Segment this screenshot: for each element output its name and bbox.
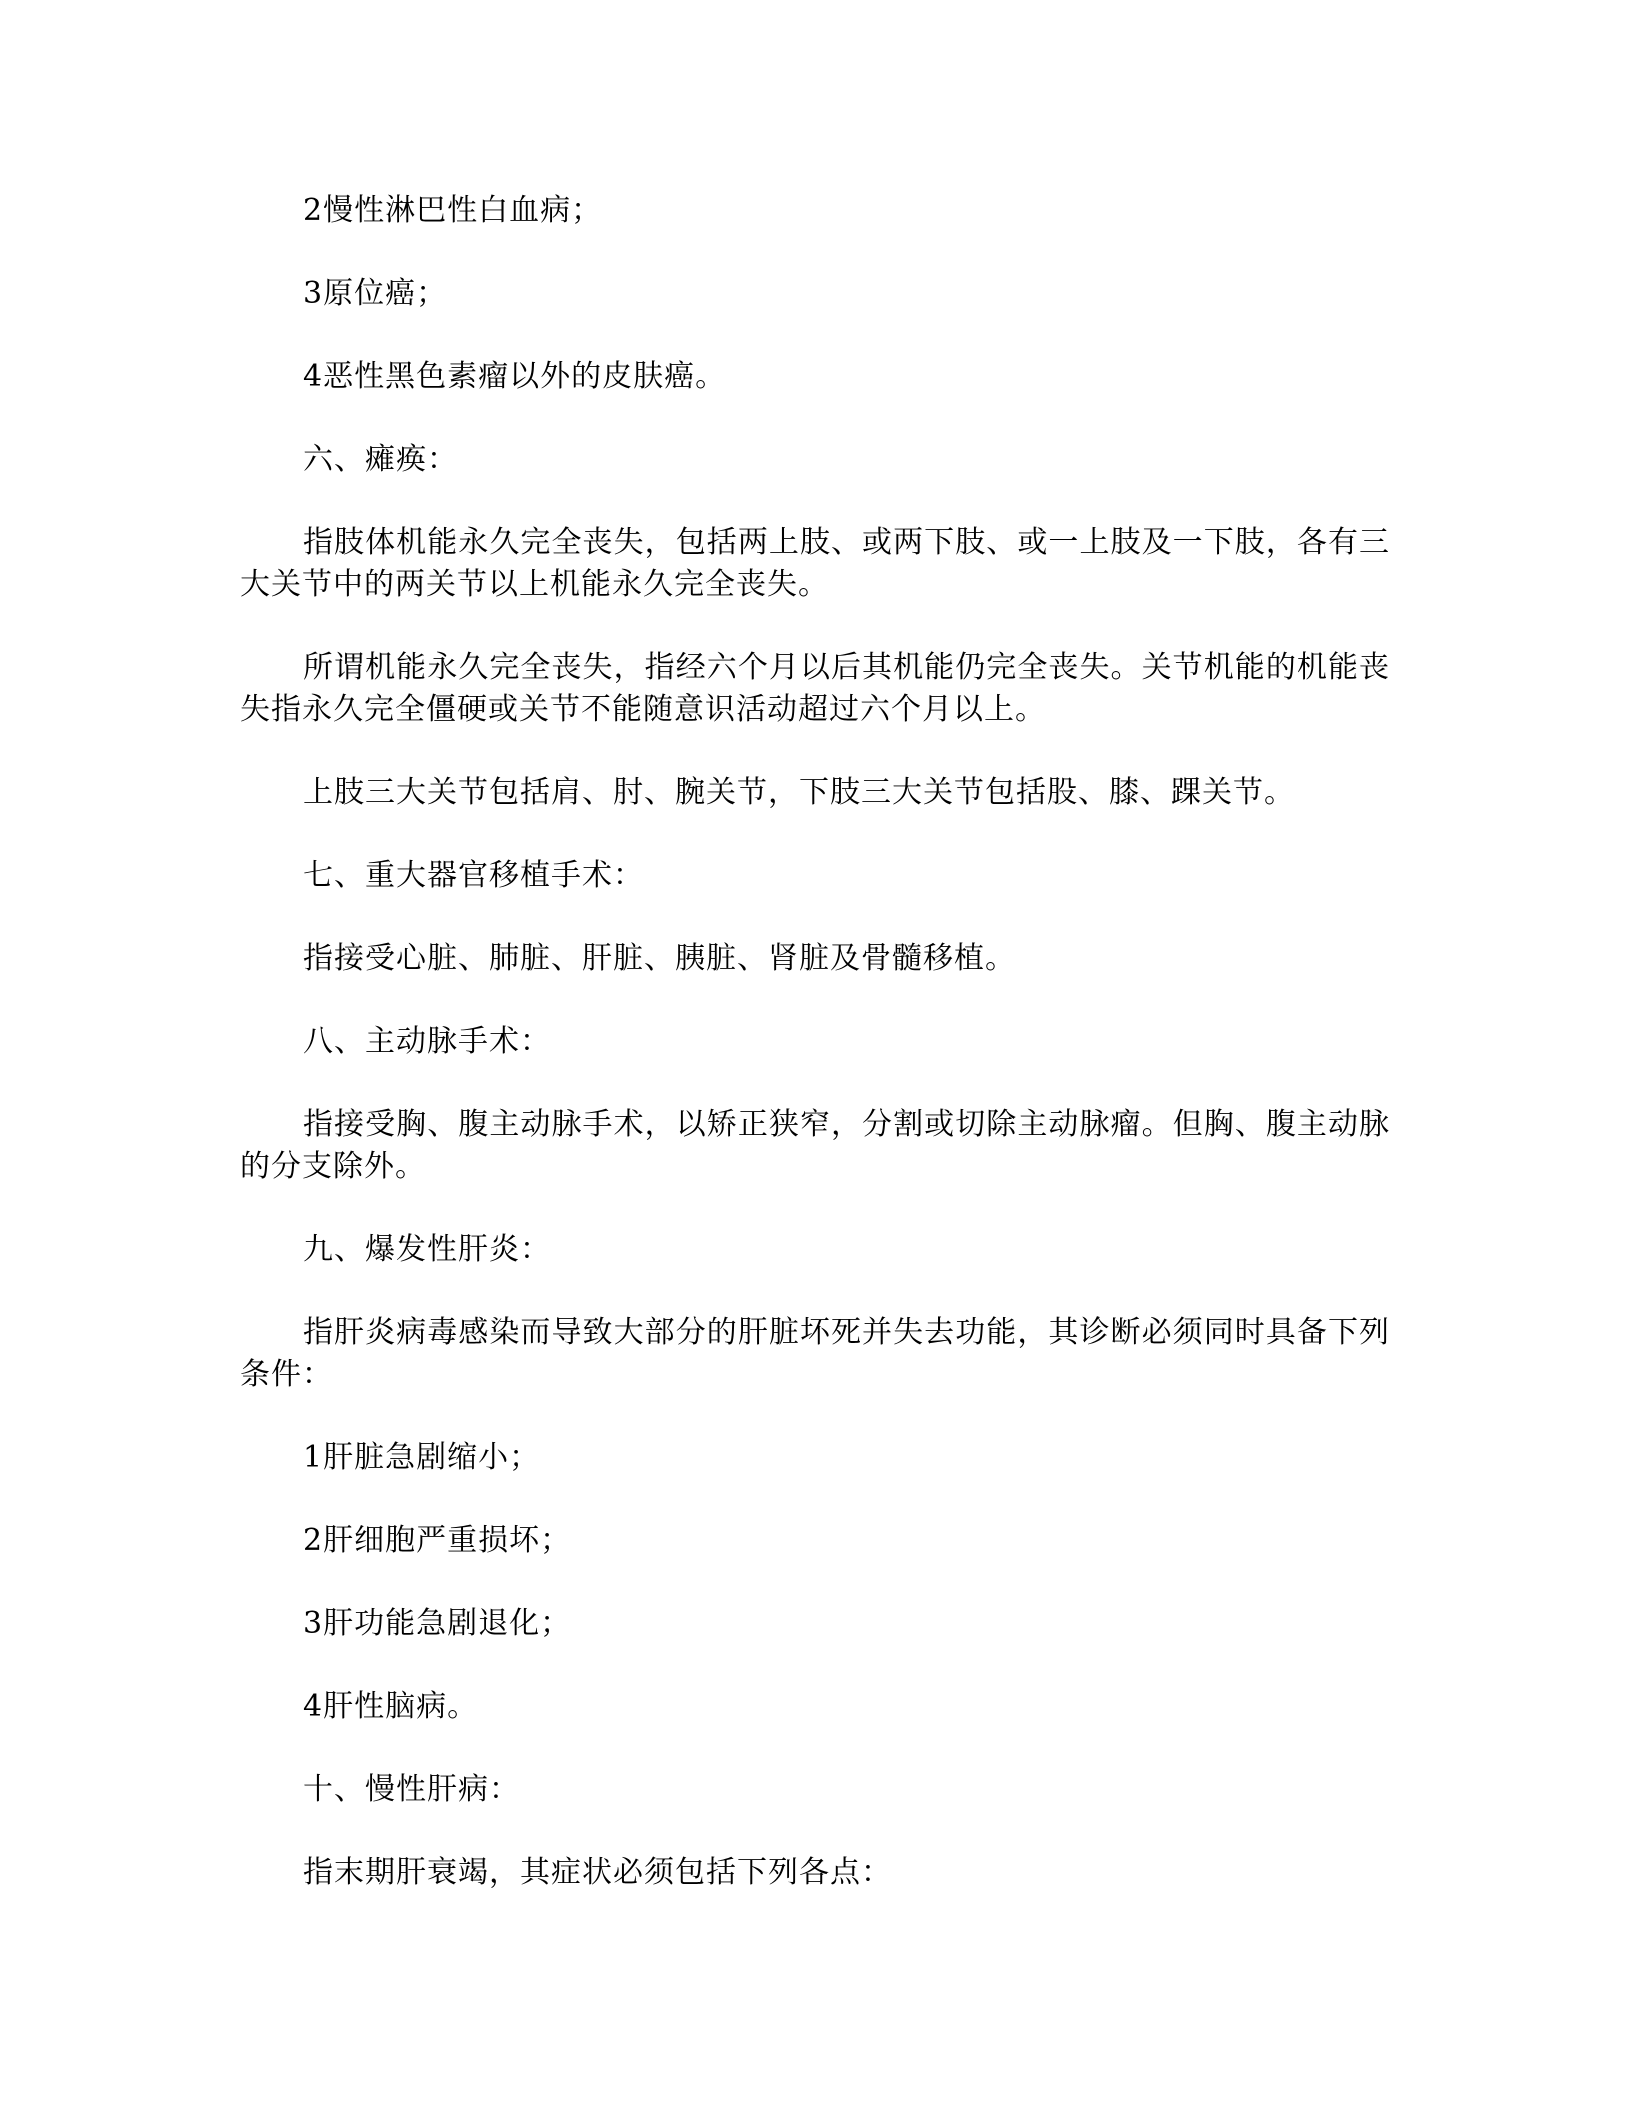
list-item-liver-cell-damage: 2肝细胞严重损坏； <box>303 1523 572 1558</box>
section-heading-paralysis: 六、瘫痪： <box>303 442 458 477</box>
list-item-chronic-lymphocytic-leukemia: 2慢性淋巴性白血病； <box>303 193 603 228</box>
paragraph-paralysis-definition: 指肢体机能永久完全丧失，包括两上肢、或两下肢、或一上肢及一下肢，各有三大关节中的两关节以上机能永久完全丧失。 <box>240 525 1390 602</box>
section-heading-chronic-liver-disease: 十、慢性肝病： <box>303 1772 520 1807</box>
list-item-carcinoma-in-situ: 3原位癌； <box>303 276 448 311</box>
section-heading-aortic-surgery: 八、主动脉手术： <box>303 1024 551 1059</box>
list-item-liver-function-decline: 3肝功能急剧退化； <box>303 1606 572 1641</box>
section-heading-fulminant-hepatitis: 九、爆发性肝炎： <box>303 1232 551 1267</box>
section-heading-organ-transplant: 七、重大器官移植手术： <box>303 858 644 893</box>
paragraph-fulminant-hepatitis-definition: 指肝炎病毒感染而导致大部分的肝脏坏死并失去功能，其诊断必须同时具备下列条件： <box>240 1315 1390 1392</box>
paragraph-major-joints: 上肢三大关节包括肩、肘、腕关节，下肢三大关节包括股、膝、踝关节。 <box>303 775 1295 810</box>
paragraph-organ-transplant-definition: 指接受心脏、肺脏、肝脏、胰脏、肾脏及骨髓移植。 <box>303 941 1016 976</box>
paragraph-chronic-liver-disease-definition: 指末期肝衰竭，其症状必须包括下列各点： <box>303 1855 892 1890</box>
paragraph-permanent-loss-definition: 所谓机能永久完全丧失，指经六个月以后其机能仍完全丧失。关节机能的机能丧失指永久完全僵硬或关节不能随意识活动超过六个月以上。 <box>240 650 1390 727</box>
document-page <box>240 190 1390 1935</box>
list-item-liver-shrinkage: 1肝脏急剧缩小； <box>303 1440 541 1475</box>
list-item-skin-cancer: 4恶性黑色素瘤以外的皮肤癌。 <box>303 359 727 394</box>
paragraph-aortic-surgery-definition: 指接受胸、腹主动脉手术，以矫正狭窄，分割或切除主动脉瘤。但胸、腹主动脉的分支除外。 <box>240 1107 1390 1184</box>
list-item-hepatic-encephalopathy: 4肝性脑病。 <box>303 1689 479 1724</box>
